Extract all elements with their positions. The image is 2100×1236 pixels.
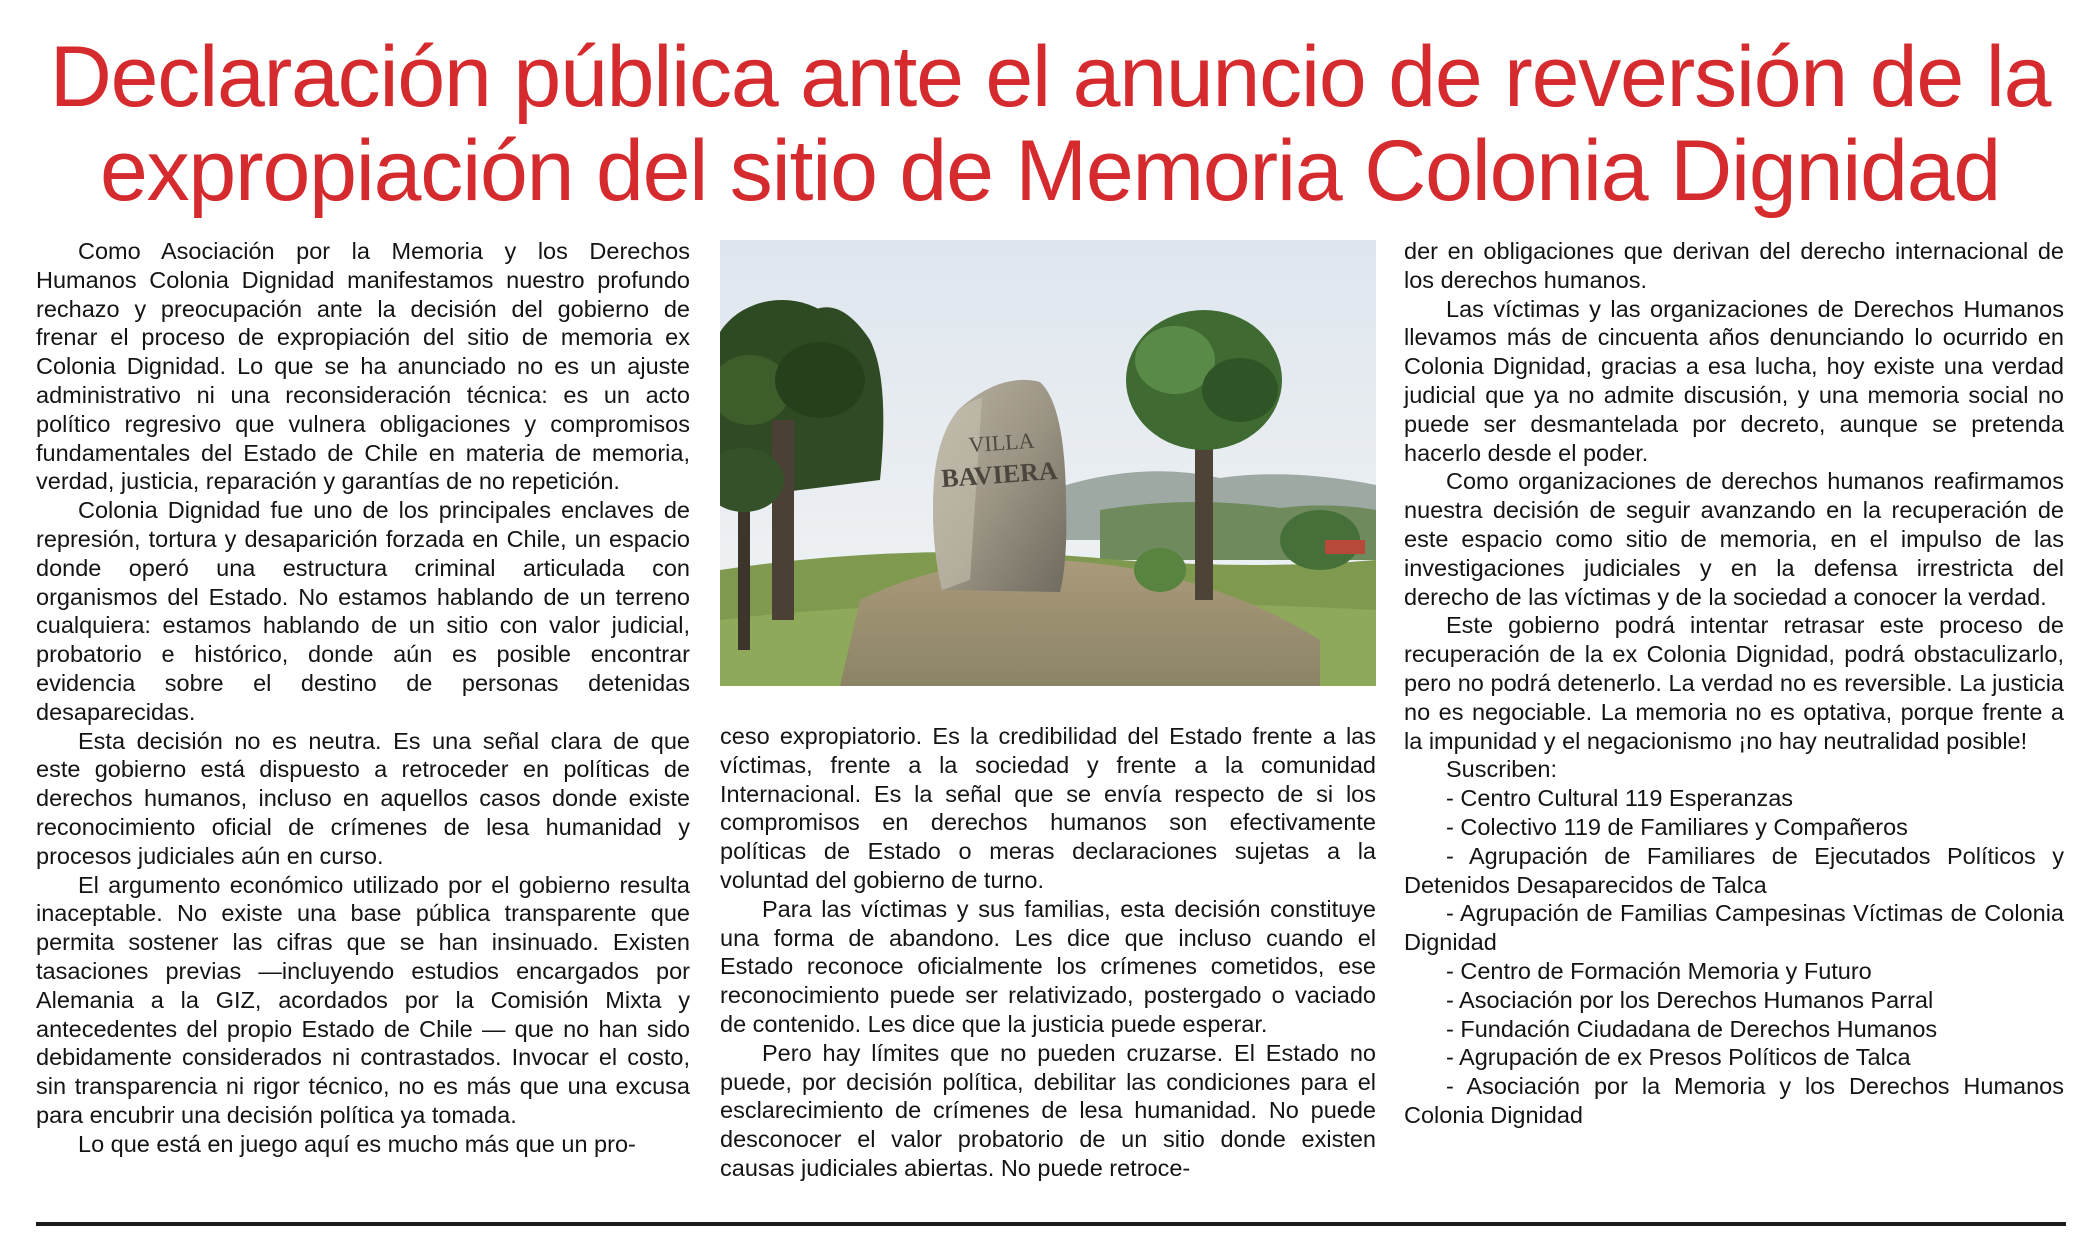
article-column-3 [1404,237,2064,1130]
signatories-list [1404,784,2064,1130]
paragraph: Lo que está en juego aquí es mucho más que un pro- [78,1130,636,1157]
list-item: - Agrupación de Familiares de Ejecutados Políticos y Detenidos Desaparecidos de Talca [1404,842,2064,898]
paragraph: Para las víctimas y sus familias, esta decisión constituye una forma de abandono. Les dice que incluso cuando el Estado reconoce oficialmente los crímenes cometidos, ese reconocimiento puede ser relativizado, postergado o vaciado de contenido. Les dice que la justicia puede esperar. [720,895,1376,1037]
bottom-rule [36,1222,2066,1226]
villa-baviera-photo [720,240,1376,686]
list-item: - Agrupación de ex Presos Políticos de Talca [1446,1044,1911,1071]
paragraph: Como organizaciones de derechos humanos reafirmamos nuestra decisión de seguir avanzando en la recuperación de este espacio como sitio de memoria, en el impulso de las investigaciones judiciales y en la defensa irrestricta del derecho de las víctimas y de la sociedad a conocer la verdad. [1404,468,2064,610]
paragraph: Como Asociación por la Memoria y los Derechos Humanos Colonia Dignidad manifestamos nuestro profundo rechazo y preocupación ante la decisión del gobierno de frenar el proceso de expropiación del sitio de memoria ex Colonia Dignidad. Lo que se ha anunciado no es un ajuste administrativo ni una reconsideración técnica: es un acto político regresivo que vulnera obligaciones y compromisos fundamentales del Estado de Chile en materia de memoria, verdad, justicia, reparación y garantías de no repetición. [36,238,690,495]
paragraph: ceso expropiatorio. Es la credibilidad del Estado frente a las víctimas, frente a la sociedad y frente a la comunidad Internacional. Es la señal que se envía respecto de si los compromisos en derechos humanos son efectivamente políticas de Estado o meras declaraciones sujetas a la voluntad del gobierno de turno. [720,723,1376,893]
list-item: - Centro Cultural 119 Esperanzas [1446,785,1794,812]
paragraph: Esta decisión no es neutra. Es una señal clara de que este gobierno está dispuesto a retroceder en políticas de derechos humanos, incluso en aquellos casos donde existe reconocimiento oficial de crímenes de lesa humanidad y procesos judiciales aún en curso. [36,727,690,869]
article-column-2 [720,722,1376,1183]
article-headline: Declaración pública ante el anuncio de reversión de la expropiación del sitio de Memoria Colonia Dignidad [49,29,2051,219]
paragraph: El argumento económico utilizado por el gobierno resulta inaceptable. No existe una base pública transparente que permita sostener las cifras que se han insinuado. Existen tasaciones previas —incluyendo estudios encargados por Alemania a la GIZ, acordados por la Comisión Mixta y antecedentes del propio Estado de Chile — que no han sido debidamente considerados ni contrastados. Invocar el costo, sin transparencia ni rigor técnico, no es más que una excusa para encubrir una decisión política ya tomada. [36,871,690,1128]
paragraph: Este gobierno podrá intentar retrasar este proceso de recuperación de la ex Colonia Dignidad, podrá obstaculizarlo, pero no podrá detenerlo. La verdad no es reversible. La justicia no es negociable. La memoria no es optativa, porque frente a la impunidad y el negacionismo ¡no hay neutralidad posible! [1404,612,2064,754]
article-column-1 [36,237,690,1159]
list-item: - Fundación Ciudadana de Derechos Humanos [1446,1015,1938,1042]
paragraph: Las víctimas y las organizaciones de Derechos Humanos llevamos más de cincuenta años denunciando lo ocurrido en Colonia Dignidad, gracias a esa lucha, hoy existe una verdad judicial que ya no admite discusión, y una memoria social no puede ser desmantelada por decreto, aunque se pretenda hacerlo desde el poder. [1404,295,2064,466]
stone-text-line2: BAVIERA [940,455,1059,494]
paragraph: der en obligaciones que derivan del derecho internacional de los derechos humanos. [1404,238,2064,293]
paragraph: Colonia Dignidad fue uno de los principales enclaves de represión, tortura y desaparición forzada en Chile, un espacio donde operó una estructura criminal articulada con organismos del Estado. No estamos hablando de un terreno cualquiera: estamos hablando de un sitio con valor judicial, probatorio e histórico, donde aún es posible encontrar evidencia sobre el destino de personas detenidas desaparecidas. [36,497,690,725]
paragraph: Pero hay límites que no pueden cruzarse. El Estado no puede, por decisión política, debilitar las condiciones para el esclarecimiento de crímenes de lesa humanidad. No puede desconocer el valor probatorio de un sitio donde existen causas judiciales abiertas. No puede retroce- [720,1039,1376,1181]
list-item: - Colectivo 119 de Familiares y Compañeros [1446,813,1908,840]
list-item: - Centro de Formación Memoria y Futuro [1446,957,1872,984]
list-item: - Agrupación de Familias Campesinas Víctimas de Colonia Dignidad [1404,900,2064,956]
signatories-label: Suscriben: [1446,756,1558,783]
stone-text-line1: VILLA [967,427,1036,458]
list-item: - Asociación por los Derechos Humanos Parral [1446,986,1934,1013]
list-item: - Asociación por la Memoria y los Derechos Humanos Colonia Dignidad [1404,1073,2064,1128]
article-photo [720,240,1376,686]
